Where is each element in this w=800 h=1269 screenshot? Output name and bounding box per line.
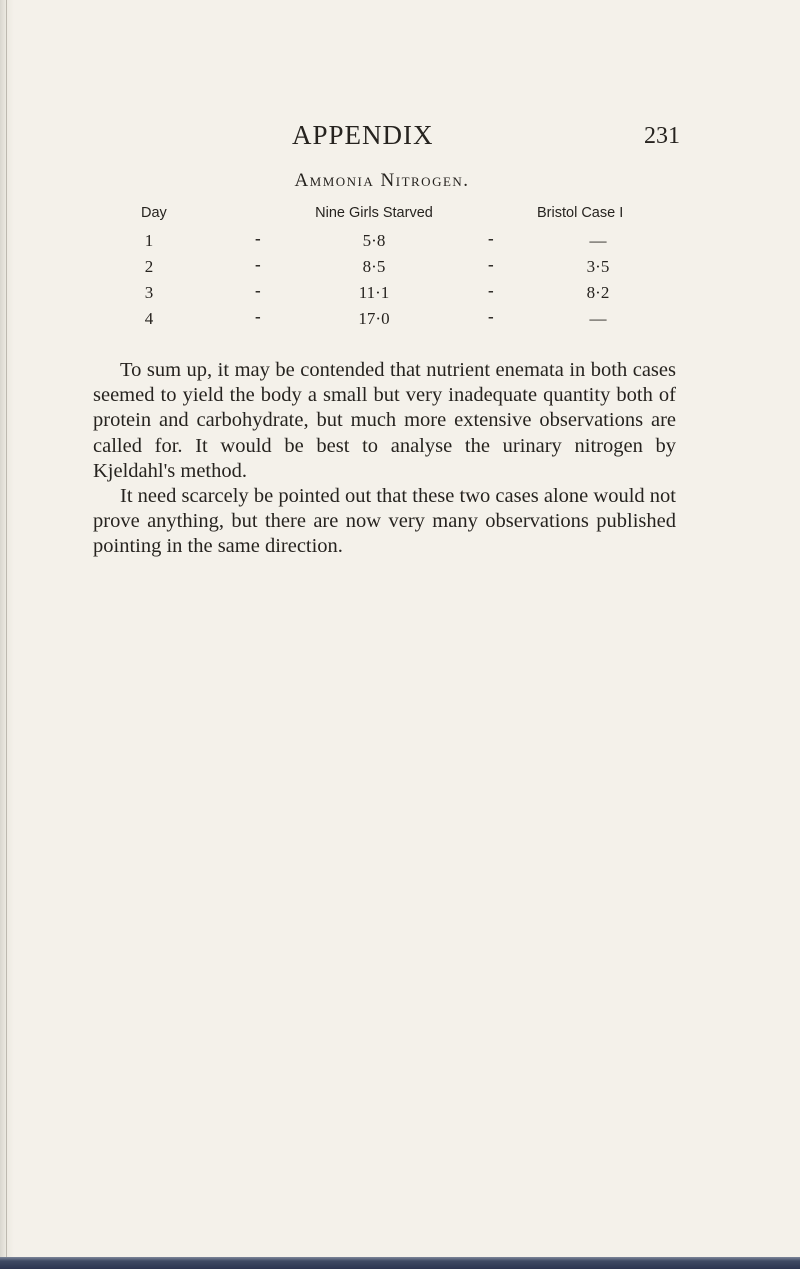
leader-dash: - bbox=[488, 307, 494, 326]
leader-dash: - bbox=[255, 307, 261, 326]
cell-nine-girls: 8·5 bbox=[362, 257, 386, 276]
cell-bristol: — bbox=[589, 231, 607, 250]
body-text bbox=[93, 358, 676, 560]
leader-dash: - bbox=[255, 255, 261, 274]
running-head: APPENDIX bbox=[292, 120, 434, 150]
leader-dash: - bbox=[488, 281, 494, 300]
table-title-text: Ammonia Nitrogen. bbox=[294, 170, 470, 191]
cell-day: 3 bbox=[144, 283, 154, 302]
column-header-day: Day bbox=[141, 205, 167, 221]
table-row bbox=[0, 257, 800, 283]
book-cover-edge bbox=[0, 1257, 800, 1269]
table-title bbox=[0, 170, 800, 192]
table-row bbox=[0, 231, 800, 257]
table-row bbox=[0, 283, 800, 309]
leader-dash: - bbox=[255, 281, 261, 300]
cell-nine-girls: 17·0 bbox=[358, 309, 390, 328]
page-number: 231 bbox=[644, 123, 680, 149]
page-header bbox=[200, 120, 680, 154]
cell-day: 2 bbox=[144, 257, 154, 276]
leader-dash: - bbox=[488, 229, 494, 248]
cell-bristol: 3·5 bbox=[586, 257, 610, 276]
cell-day: 1 bbox=[144, 231, 154, 250]
paragraph: It need scarcely be pointed out that these two cases alone would not prove anything, but there are now very many observations published pointing in the same direction. bbox=[93, 485, 676, 558]
cell-nine-girls: 5·8 bbox=[362, 231, 386, 250]
cell-bristol: — bbox=[589, 309, 607, 328]
paragraph: To sum up, it may be contended that nutrient enemata in both cases seemed to yield the body a small but very inadequate quantity both of protein and carbohydrate, but much more extensive observations are called for. It would be best to analyse the urinary nitrogen by Kjeldahl's method. bbox=[93, 359, 676, 482]
table-header-row bbox=[0, 205, 800, 227]
leader-dash: - bbox=[488, 255, 494, 274]
column-header-bristol: Bristol Case I bbox=[537, 205, 624, 221]
table-body bbox=[0, 231, 800, 335]
leader-dash: - bbox=[255, 229, 261, 248]
column-header-nine-girls: Nine Girls Starved bbox=[315, 205, 433, 221]
cell-day: 4 bbox=[144, 309, 154, 328]
cell-bristol: 8·2 bbox=[586, 283, 610, 302]
table-row bbox=[0, 309, 800, 335]
cell-nine-girls: 11·1 bbox=[358, 283, 390, 302]
